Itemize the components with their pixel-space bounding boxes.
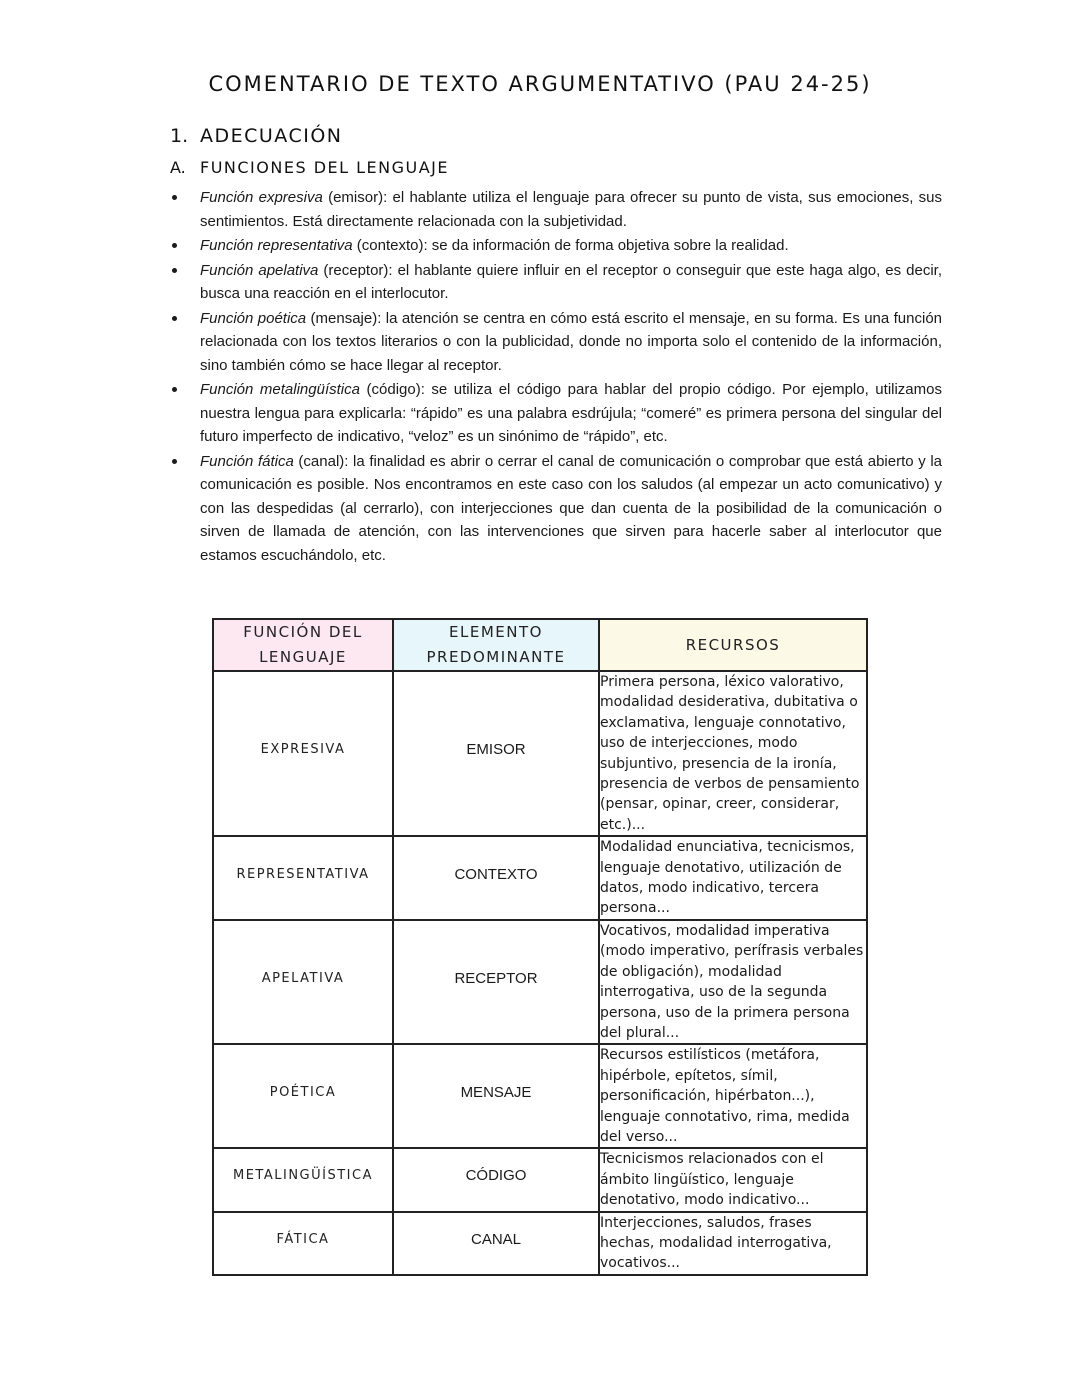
header-funcion xyxy=(213,619,393,671)
header-elemento xyxy=(393,619,599,671)
cell-elemento-text: MENSAJE xyxy=(460,1083,532,1101)
function-description: (contexto): se da información de forma objetiva sobre la realidad. xyxy=(352,237,789,254)
function-description: (emisor): el hablante utiliza el lenguaje para ofrecer su punto de vista, sus emociones, sus sentimientos. Está directamente relacionada con la subjetividad. xyxy=(200,189,942,230)
list-item xyxy=(170,259,942,306)
cell-funcion-text: POÉTICA xyxy=(269,1084,337,1100)
header-funcion-line1: FUNCIÓN DEL xyxy=(243,623,363,641)
cell-recursos: Vocativos, modalidad imperativa (modo imperativo, perífrasis verbales de obligación), modalidad interrogativa, uso de la segunda persona, uso de la primera persona del plural... xyxy=(599,920,867,1044)
section-title: ADECUACIÓN xyxy=(200,125,343,147)
cell-elemento xyxy=(393,1044,599,1148)
cell-elemento xyxy=(393,671,599,836)
cell-elemento xyxy=(393,836,599,920)
table-row xyxy=(213,1148,867,1211)
cell-elemento-text: CÓDIGO xyxy=(465,1167,527,1185)
bullet-icon xyxy=(172,243,177,248)
list-item xyxy=(170,186,942,233)
cell-funcion xyxy=(213,920,393,1044)
list-item xyxy=(170,307,942,378)
list-item xyxy=(170,378,942,449)
cell-funcion xyxy=(213,1212,393,1275)
cell-elemento xyxy=(393,1212,599,1275)
table-row xyxy=(213,1044,867,1148)
cell-funcion-text: REPRESENTATIVA xyxy=(236,866,370,882)
header-recursos: RECURSOS xyxy=(599,619,867,671)
header-funcion-line2: LENGUAJE xyxy=(259,648,347,666)
cell-funcion xyxy=(213,671,393,836)
function-description: (receptor): el hablante quiere influir en el receptor o conseguir que este haga algo, es decir, busca una reacción en el interlocutor. xyxy=(200,261,942,302)
bullet-icon xyxy=(172,387,177,392)
function-term: Función apelativa xyxy=(200,261,319,279)
bullet-icon xyxy=(172,195,177,200)
cell-funcion-text: METALINGÜÍSTICA xyxy=(233,1168,373,1184)
cell-funcion xyxy=(213,836,393,920)
bullet-icon xyxy=(172,316,177,321)
cell-elemento-text: EMISOR xyxy=(466,741,526,759)
function-term: Función fática xyxy=(200,452,294,470)
cell-elemento xyxy=(393,920,599,1044)
table-row xyxy=(213,836,867,920)
cell-elemento-text: CANAL xyxy=(470,1230,522,1248)
table-header-row xyxy=(213,619,867,671)
cell-funcion-text: FÁTICA xyxy=(276,1231,330,1247)
function-term: Función poética xyxy=(200,309,307,327)
cell-funcion-text: EXPRESIVA xyxy=(260,742,346,758)
cell-elemento xyxy=(393,1148,599,1211)
bullet-icon xyxy=(172,268,177,273)
subsection-heading xyxy=(170,158,449,177)
function-description: (mensaje): la atención se centra en cómo está escrito el mensaje, en su forma. Es una función relacionada con los textos literarios o con la publicidad, donde no importa solo el contenido de la información, sino también cómo se hace llegar al receptor. xyxy=(200,309,942,374)
subsection-letter: A. xyxy=(170,158,186,177)
table-row xyxy=(213,920,867,1044)
section-number: 1. xyxy=(170,125,189,147)
header-elemento-line1: ELEMENTO xyxy=(449,623,543,641)
cell-elemento-text: RECEPTOR xyxy=(454,969,538,987)
list-item xyxy=(170,234,942,258)
cell-funcion-text: APELATIVA xyxy=(261,970,345,986)
cell-funcion xyxy=(213,1148,393,1211)
document-title: COMENTARIO DE TEXTO ARGUMENTATIVO (PAU 24-25) xyxy=(208,72,872,96)
function-description: (código): se utiliza el código para hablar del propio código. Por ejemplo, utilizamos nuestra lengua para explicarla: “rápido” es una palabra esdrújula; “comeré” es primera persona del singular del futuro imperfecto de indicativo, “veloz” es un sinónimo de “rápido”, etc. xyxy=(200,381,942,445)
table-row xyxy=(213,671,867,836)
cell-recursos: Modalidad enunciativa, tecnicismos, lenguaje denotativo, utilización de datos, modo indicativo, tercera persona... xyxy=(599,836,867,920)
cell-recursos: Recursos estilísticos (metáfora, hipérbole, epítetos, símil, personificación, hipérbaton...), lenguaje connotativo, rima, medida del verso... xyxy=(599,1044,867,1148)
cell-recursos: Primera persona, léxico valorativo, modalidad desiderativa, dubitativa o exclamativa, lenguaje connotativo, uso de interjecciones, modo subjuntivo, presencia de la ironía, presencia de verbos de pensamiento (pensar, opinar, creer, considerar, etc.)... xyxy=(599,671,867,836)
function-description: (canal): la finalidad es abrir o cerrar el canal de comunicación o comprobar que está abierto y la comunicación es posible. Nos encontramos en este caso con los saludos (al empezar un acto comunicativo) y con las despedidas (al cerrarlo), con interjecciones que dan cuenta de la posibilidad de la comunicación o sirven de llamada de atención, con las intervenciones que sirven para hacerle saber al interlocutor que estamos escuchándolo, etc. xyxy=(200,452,942,564)
cell-recursos: Interjecciones, saludos, frases hechas, modalidad interrogativa, vocativos... xyxy=(599,1212,867,1275)
function-term: Función expresiva xyxy=(200,189,323,206)
functions-bullet-list xyxy=(170,186,942,568)
cell-funcion xyxy=(213,1044,393,1148)
cell-elemento-text: CONTEXTO xyxy=(454,865,538,883)
language-functions-table xyxy=(212,618,868,1276)
cell-recursos: Tecnicismos relacionados con el ámbito lingüístico, lenguaje denotativo, modo indicativo... xyxy=(599,1148,867,1211)
header-elemento-line2: PREDOMINANTE xyxy=(426,648,566,666)
function-term: Función representativa xyxy=(200,237,353,254)
bullet-icon xyxy=(172,459,177,464)
table-row xyxy=(213,1212,867,1275)
list-item xyxy=(170,450,942,568)
section-heading xyxy=(170,125,343,147)
function-term: Función metalingüística xyxy=(200,381,360,398)
subsection-title: FUNCIONES DEL LENGUAJE xyxy=(200,158,449,177)
